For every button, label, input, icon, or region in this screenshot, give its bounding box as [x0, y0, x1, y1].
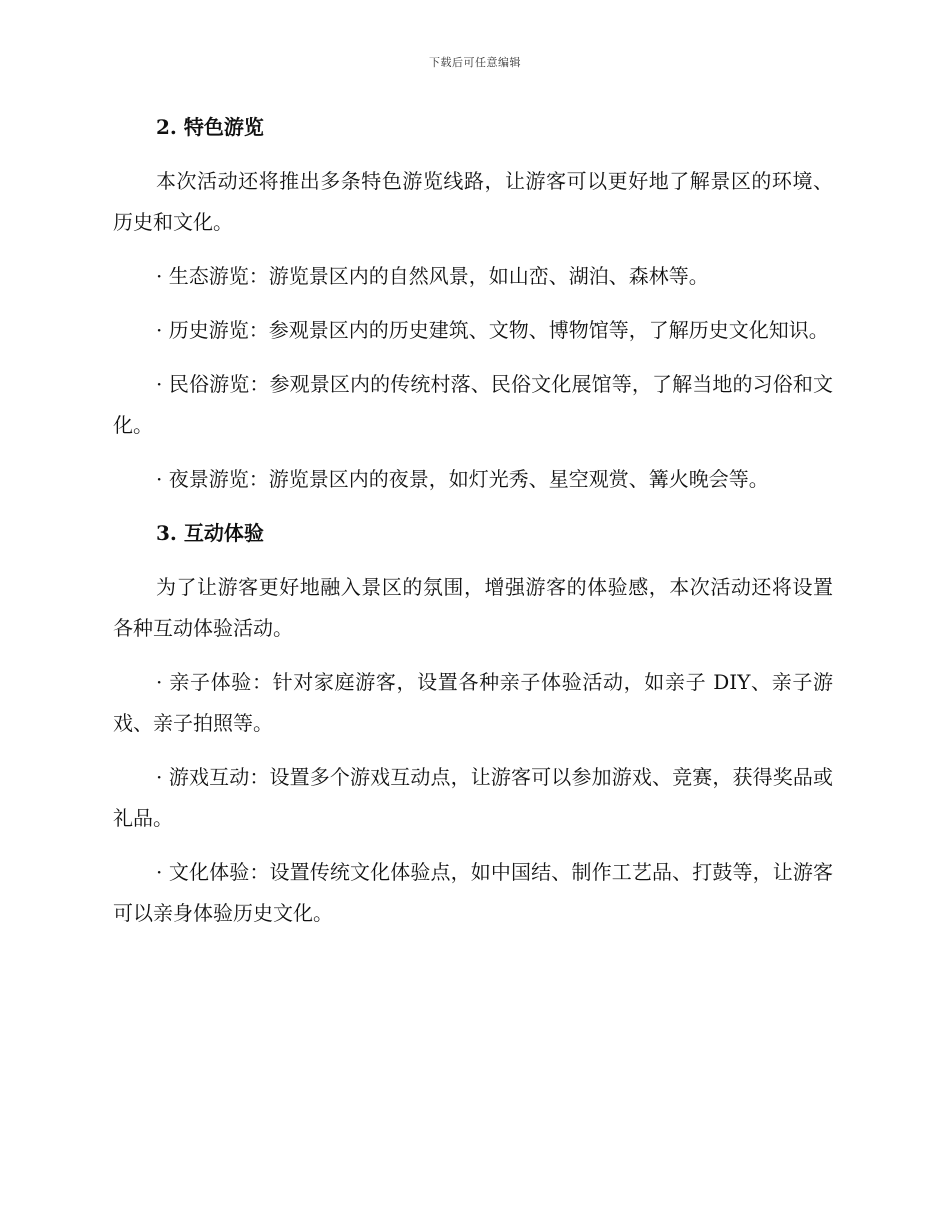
- document-body: [113, 107, 833, 947]
- interactive-intro-paragraph: 为了让游客更好地融入景区的氛围，增强游客的体验感，本次活动还将设置各种互动体验活动。: [113, 575, 833, 640]
- list-item-eco-tour: · 生态游览：游览景区内的自然风景，如山峦、湖泊、森林等。: [156, 264, 709, 288]
- section-heading-tours: 2. 特色游览: [156, 115, 264, 139]
- list-item-culture-experience: · 文化体验：设置传统文化体验点，如中国结、制作工艺品、打鼓等，让游客可以亲身体验历史文化。: [113, 860, 833, 925]
- page-header: 下载后可任意编辑: [429, 56, 521, 69]
- list-item-history-tour: · 历史游览：参观景区内的历史建筑、文物、博物馆等，了解历史文化知识。: [156, 318, 829, 342]
- list-item-game-interaction: · 游戏互动：设置多个游戏互动点，让游客可以参加游戏、竞赛，获得奖品或礼品。: [113, 765, 833, 830]
- tours-intro-paragraph: 本次活动还将推出多条特色游览线路，让游客可以更好地了解景区的环境、历史和文化。: [113, 169, 833, 234]
- list-item-night-tour: · 夜景游览：游览景区内的夜景，如灯光秀、星空观赏、篝火晚会等。: [156, 467, 769, 491]
- list-item-folk-tour: · 民俗游览：参观景区内的传统村落、民俗文化展馆等，了解当地的习俗和文化。: [113, 372, 833, 437]
- list-item-family-experience: · 亲子体验：针对家庭游客，设置各种亲子体验活动，如亲子 DIY、亲子游戏、亲子拍照等。: [113, 670, 833, 735]
- section-heading-interactive: 3. 互动体验: [156, 521, 264, 545]
